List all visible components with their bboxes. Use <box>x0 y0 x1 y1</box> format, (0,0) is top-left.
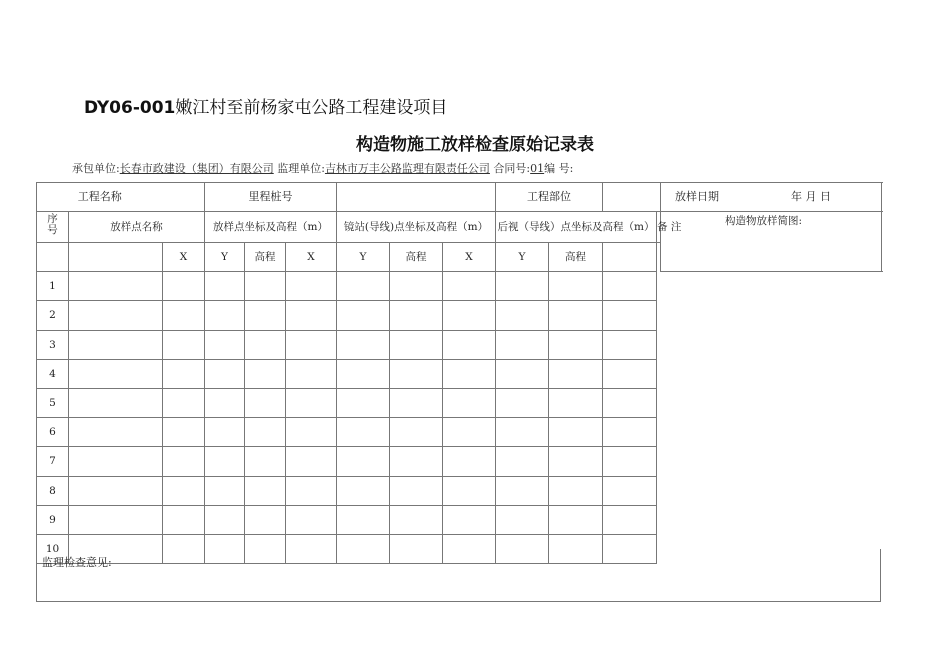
point-name-header: 放样点名称 <box>69 212 205 243</box>
table-row <box>37 505 882 534</box>
data-cell[interactable] <box>337 447 390 476</box>
date-parts: 年 月 日 <box>791 190 832 203</box>
sketch-label: 构造物放样简图: <box>725 215 803 227</box>
data-cell[interactable] <box>443 418 496 447</box>
data-cell[interactable] <box>496 301 549 330</box>
project-name-label: 工程名称 <box>37 183 163 212</box>
row-number: 9 <box>37 505 69 534</box>
data-cell[interactable] <box>603 272 657 301</box>
data-cell[interactable] <box>286 359 337 388</box>
data-cell[interactable] <box>337 359 390 388</box>
data-cell[interactable] <box>390 447 443 476</box>
data-cell[interactable] <box>69 330 163 359</box>
backsight-coord-header: 后视（导线）点坐标及高程（m） <box>496 212 657 243</box>
row-number: 7 <box>37 447 69 476</box>
data-cell[interactable] <box>69 447 163 476</box>
row-number: 2 <box>37 301 69 330</box>
data-cell[interactable] <box>69 359 163 388</box>
row-number: 10 <box>37 534 69 563</box>
data-cell[interactable] <box>443 505 496 534</box>
data-cell[interactable] <box>496 476 549 505</box>
data-cell[interactable] <box>496 505 549 534</box>
row-number: 5 <box>37 388 69 417</box>
data-cell[interactable] <box>163 301 205 330</box>
data-cell[interactable] <box>549 476 603 505</box>
table-row <box>37 447 882 476</box>
data-cell[interactable] <box>337 330 390 359</box>
table-row <box>37 476 882 505</box>
data-cell[interactable] <box>337 388 390 417</box>
chainage-cell[interactable] <box>337 183 496 212</box>
data-cell[interactable] <box>549 272 603 301</box>
data-cell[interactable] <box>69 476 163 505</box>
table-row <box>37 359 882 388</box>
data-cell[interactable] <box>245 388 286 417</box>
data-cell[interactable] <box>286 301 337 330</box>
data-cell[interactable] <box>390 388 443 417</box>
data-cell[interactable] <box>163 476 205 505</box>
data-cell[interactable] <box>205 447 245 476</box>
data-cell[interactable] <box>245 418 286 447</box>
remarks-header: 备 注 <box>657 212 661 243</box>
data-cell[interactable] <box>286 418 337 447</box>
data-cell[interactable] <box>443 272 496 301</box>
data-cell[interactable] <box>549 330 603 359</box>
chainage-label: 里程桩号 <box>205 183 337 212</box>
elev-header: 高程 <box>390 243 443 272</box>
table-row <box>37 272 882 301</box>
data-cell[interactable] <box>286 388 337 417</box>
data-cell[interactable] <box>496 330 549 359</box>
data-cell[interactable] <box>337 272 390 301</box>
contract-value: 01 <box>530 162 545 175</box>
data-cell[interactable] <box>390 301 443 330</box>
data-cell[interactable] <box>245 447 286 476</box>
data-cell[interactable] <box>603 359 657 388</box>
number-label: 编 号: <box>544 162 574 175</box>
data-cell[interactable] <box>163 388 205 417</box>
data-cell[interactable] <box>205 476 245 505</box>
data-cell[interactable] <box>549 447 603 476</box>
data-cell[interactable] <box>549 418 603 447</box>
row-number: 3 <box>37 330 69 359</box>
data-cell[interactable] <box>549 505 603 534</box>
form-title: 构造物施工放样检查原始记录表 <box>356 135 594 155</box>
data-cell[interactable] <box>603 418 657 447</box>
data-cell[interactable] <box>496 447 549 476</box>
opinion-label: 监理检查意见: <box>42 556 112 569</box>
table-row <box>37 330 882 359</box>
table-row <box>37 418 882 447</box>
data-cell[interactable] <box>163 418 205 447</box>
sketch-area[interactable] <box>661 212 882 272</box>
data-cell[interactable] <box>205 505 245 534</box>
data-cell[interactable] <box>549 359 603 388</box>
data-cell[interactable] <box>390 505 443 534</box>
x-header: X <box>163 243 205 272</box>
data-cell[interactable] <box>286 505 337 534</box>
data-cell[interactable] <box>245 476 286 505</box>
data-cell[interactable] <box>603 447 657 476</box>
data-cell[interactable] <box>286 476 337 505</box>
data-cell[interactable] <box>205 330 245 359</box>
date-label: 放样日期 <box>675 190 720 203</box>
data-cell[interactable] <box>205 418 245 447</box>
data-cell[interactable] <box>205 301 245 330</box>
data-cell[interactable] <box>286 447 337 476</box>
data-cell[interactable] <box>337 476 390 505</box>
date-label-cell <box>661 183 882 212</box>
elev-header: 高程 <box>549 243 603 272</box>
data-cell[interactable] <box>163 447 205 476</box>
part-label: 工程部位 <box>496 183 603 212</box>
data-cell[interactable] <box>245 359 286 388</box>
data-cell[interactable] <box>496 359 549 388</box>
data-cell[interactable] <box>390 330 443 359</box>
data-cell[interactable] <box>286 272 337 301</box>
data-cell[interactable] <box>443 388 496 417</box>
x-header: X <box>286 243 337 272</box>
project-name: 嫩江村至前杨家屯公路工程建设项目 <box>175 98 448 118</box>
data-cell[interactable] <box>69 272 163 301</box>
part-cell[interactable] <box>603 183 661 212</box>
x-header: X <box>443 243 496 272</box>
data-cell[interactable] <box>337 301 390 330</box>
data-cell[interactable] <box>286 330 337 359</box>
data-cell[interactable] <box>443 301 496 330</box>
point-coord-header: 放样点坐标及高程（m） <box>205 212 337 243</box>
table-row <box>37 388 882 417</box>
data-cell[interactable] <box>337 505 390 534</box>
row-number: 4 <box>37 359 69 388</box>
data-cell[interactable] <box>496 388 549 417</box>
data-cell[interactable] <box>390 476 443 505</box>
data-cell[interactable] <box>390 359 443 388</box>
station-coord-header: 镜站(导线)点坐标及高程（m） <box>337 212 496 243</box>
data-cell[interactable] <box>69 505 163 534</box>
info-row <box>37 183 882 212</box>
contractor-value: 长春市政建设（集团）有限公司 <box>119 162 274 175</box>
data-cell[interactable] <box>163 505 205 534</box>
data-cell[interactable] <box>443 476 496 505</box>
record-table <box>36 182 882 564</box>
data-cell[interactable] <box>245 505 286 534</box>
data-cell[interactable] <box>603 301 657 330</box>
data-cell[interactable] <box>205 359 245 388</box>
data-cell[interactable] <box>390 272 443 301</box>
data-cell[interactable] <box>205 388 245 417</box>
seq-header: 序号 <box>37 212 69 243</box>
y-header: Y <box>337 243 390 272</box>
contract-label: 合同号: <box>493 162 531 175</box>
contractor-label: 承包单位: <box>72 162 120 175</box>
data-cell[interactable] <box>549 301 603 330</box>
data-cell[interactable] <box>443 359 496 388</box>
elev-header: 高程 <box>245 243 286 272</box>
y-header: Y <box>205 243 245 272</box>
data-cell[interactable] <box>69 388 163 417</box>
data-cell[interactable] <box>163 359 205 388</box>
supervisor-value: 吉林市万丰公路监理有限责任公司 <box>324 162 490 175</box>
row-number: 1 <box>37 272 69 301</box>
data-cell[interactable] <box>163 330 205 359</box>
data-cell[interactable] <box>69 301 163 330</box>
table-row <box>37 301 882 330</box>
data-cell[interactable] <box>496 418 549 447</box>
row-number: 6 <box>37 418 69 447</box>
supervisor-label: 监理单位: <box>277 162 325 175</box>
data-cell[interactable] <box>163 272 205 301</box>
data-cell[interactable] <box>443 447 496 476</box>
data-cell[interactable] <box>245 272 286 301</box>
data-cell[interactable] <box>603 388 657 417</box>
data-cell[interactable] <box>390 418 443 447</box>
project-name-cell[interactable] <box>163 183 205 212</box>
supervisor-opinion-box[interactable] <box>36 549 881 602</box>
project-code: DY06-001 <box>84 98 176 118</box>
data-cell[interactable] <box>603 330 657 359</box>
data-cell[interactable] <box>245 301 286 330</box>
data-cell[interactable] <box>603 505 657 534</box>
data-cell[interactable] <box>205 272 245 301</box>
data-cell[interactable] <box>549 388 603 417</box>
row-number: 8 <box>37 476 69 505</box>
y-header: Y <box>496 243 549 272</box>
data-cell[interactable] <box>69 418 163 447</box>
info-line <box>72 160 573 176</box>
data-cell[interactable] <box>337 418 390 447</box>
project-title <box>84 93 447 118</box>
data-cell[interactable] <box>496 272 549 301</box>
data-cell[interactable] <box>603 476 657 505</box>
header-row <box>37 212 882 243</box>
data-cell[interactable] <box>245 330 286 359</box>
data-cell[interactable] <box>443 330 496 359</box>
